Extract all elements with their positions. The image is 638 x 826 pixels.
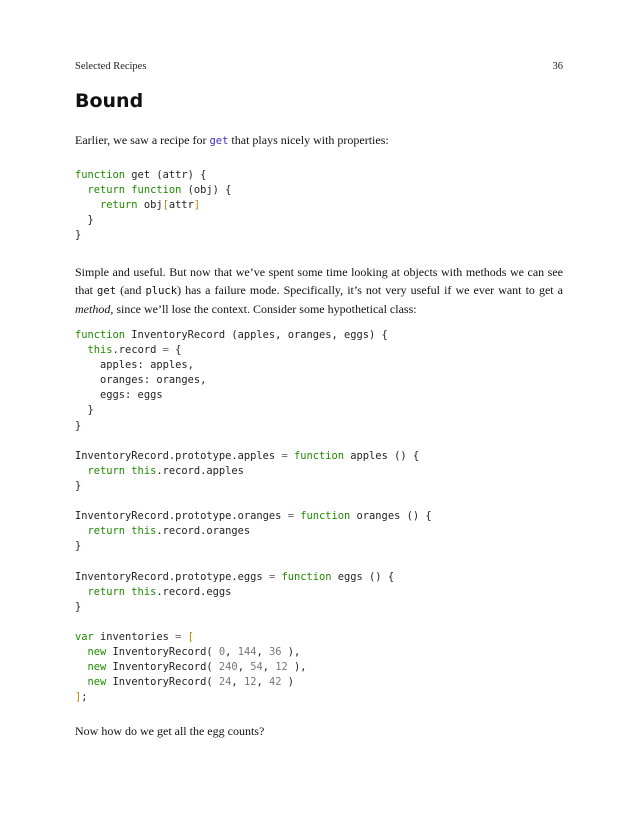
code-token: ;	[81, 691, 88, 704]
code-line	[75, 675, 432, 690]
code-token: InventoryRecord(	[106, 661, 219, 674]
code-line	[75, 464, 432, 479]
code-line	[75, 645, 432, 660]
code-token: function	[300, 510, 351, 523]
code-token: 12	[243, 676, 257, 689]
code-token: return function	[87, 184, 182, 197]
code-line	[75, 183, 231, 198]
code-token: obj	[137, 199, 163, 212]
code-token: InventoryRecord.prototype.apples	[75, 449, 282, 462]
code-token: }	[75, 540, 82, 553]
code-token: oranges () {	[350, 510, 432, 523]
code-token: InventoryRecord(	[106, 645, 219, 658]
code-token: 36	[268, 645, 282, 658]
code-token	[75, 646, 88, 658]
page-number: 36	[552, 61, 563, 72]
code-token	[75, 199, 100, 211]
code-token: }	[75, 404, 94, 417]
code-line	[75, 570, 432, 585]
code-token	[75, 344, 88, 356]
code-token: apples: apples,	[75, 359, 194, 372]
code-token: =	[287, 510, 294, 523]
code-token: =	[281, 449, 288, 462]
inline-code: get	[97, 285, 117, 297]
code-token: .record.apples	[156, 464, 244, 477]
code-token: .record.eggs	[156, 585, 232, 598]
inline-code: pluck	[145, 285, 178, 297]
code-line	[75, 600, 432, 615]
code-token: new	[87, 661, 107, 674]
code-line	[75, 524, 432, 539]
code-token: return	[100, 199, 138, 212]
code-token: new	[87, 645, 107, 658]
text-run: (and	[116, 283, 146, 297]
code-token: 24	[218, 676, 232, 689]
code-token: 12	[275, 661, 288, 674]
code-line	[75, 449, 432, 464]
code-token: InventoryRecord (apples, oranges, eggs) {	[125, 329, 388, 341]
code-token	[75, 184, 88, 196]
code-token: 54	[250, 661, 263, 674]
code-line	[75, 479, 432, 494]
code-token: return this	[87, 464, 157, 477]
code-token: this	[87, 344, 113, 357]
code-token: .record	[112, 344, 163, 357]
text-run: Simple and useful. But now that we’ve spent some time looking at objects with methods we can see that	[75, 265, 563, 297]
code-token: =	[268, 570, 276, 583]
code-line	[75, 630, 432, 645]
code-token: apples () {	[344, 449, 420, 462]
code-token: eggs () {	[331, 570, 395, 583]
code-token: oranges: oranges,	[75, 374, 207, 387]
code-line	[75, 509, 432, 524]
running-header	[75, 61, 563, 77]
code-token: eggs: eggs	[75, 389, 163, 402]
code-token: }	[75, 600, 82, 613]
code-line	[75, 388, 432, 403]
code-token: =	[162, 344, 169, 357]
section-title: Bound	[75, 90, 144, 112]
code-line	[75, 539, 432, 554]
intro-paragraph	[75, 131, 563, 150]
code-token: ]	[75, 691, 82, 704]
closing-paragraph: Now how do we get all the egg counts?	[75, 724, 265, 738]
code-token: 0	[218, 645, 226, 658]
code-token: attr	[168, 199, 194, 212]
code-token: inventories	[93, 630, 176, 643]
code-line	[75, 358, 432, 373]
code-token: .record.oranges	[156, 525, 251, 538]
code-block-inventory	[75, 328, 432, 705]
code-token: (obj) {	[181, 184, 232, 197]
code-line	[75, 328, 432, 343]
code-line	[75, 343, 432, 358]
code-token: get (attr) {	[125, 169, 207, 181]
code-token: 42	[268, 676, 282, 689]
code-token: InventoryRecord.prototype.oranges	[75, 510, 288, 523]
explanation-paragraph	[75, 263, 563, 318]
code-token	[75, 586, 88, 598]
code-token: ]	[193, 199, 201, 212]
code-token: InventoryRecord(	[106, 676, 219, 689]
code-token: )	[281, 676, 294, 689]
code-line	[75, 168, 231, 183]
code-token: ,	[262, 661, 276, 674]
code-token: ,	[225, 645, 238, 658]
code-token: ),	[287, 661, 307, 674]
code-token: ),	[281, 645, 301, 658]
code-token: var	[75, 630, 94, 643]
code-token	[75, 525, 88, 537]
code-line	[75, 585, 432, 600]
code-token: function	[293, 449, 345, 462]
chapter-title: Selected Recipes	[75, 61, 147, 72]
code-token: new	[87, 676, 107, 689]
code-token: 144	[237, 645, 257, 658]
code-token: {	[168, 344, 182, 357]
code-line	[75, 403, 432, 418]
code-line	[75, 660, 432, 675]
code-line	[75, 615, 432, 630]
code-line	[75, 434, 432, 449]
code-token: ,	[237, 661, 251, 674]
code-token: [	[162, 199, 169, 212]
text-run: that plays nicely with properties:	[228, 133, 389, 147]
inline-code: get	[209, 135, 229, 147]
code-token	[75, 661, 88, 673]
code-token	[75, 465, 88, 477]
code-token: ,	[256, 676, 269, 689]
code-token: InventoryRecord.prototype.eggs	[75, 570, 269, 583]
code-token: 240	[218, 661, 238, 674]
code-token: }	[75, 479, 82, 492]
code-token: return this	[87, 585, 157, 598]
code-token: function	[281, 570, 332, 583]
code-line	[75, 554, 432, 569]
code-token	[75, 676, 88, 688]
code-line	[75, 373, 432, 388]
text-run: , since we’ll lose the context. Consider some hypothetical class:	[110, 302, 417, 316]
code-token: =	[175, 630, 182, 643]
code-token: }	[75, 419, 82, 432]
code-token: }	[75, 229, 82, 242]
text-run: ) has a failure mode. Specifically, it’s not very useful if we ever want to get a	[177, 283, 563, 297]
text-run: Earlier, we saw a recipe for	[75, 133, 210, 147]
code-token: ,	[256, 645, 269, 658]
code-token: function	[75, 329, 126, 341]
code-line	[75, 419, 432, 434]
code-line	[75, 690, 432, 705]
code-token: return this	[87, 525, 157, 538]
code-token: [	[187, 630, 194, 643]
code-line	[75, 198, 231, 213]
code-token: }	[75, 214, 94, 227]
code-line	[75, 494, 432, 509]
code-line	[75, 213, 231, 228]
code-line	[75, 228, 231, 243]
emphasis: method	[75, 302, 111, 316]
code-token: ,	[231, 676, 244, 689]
code-token: function	[75, 169, 126, 181]
code-block-get	[75, 168, 231, 243]
